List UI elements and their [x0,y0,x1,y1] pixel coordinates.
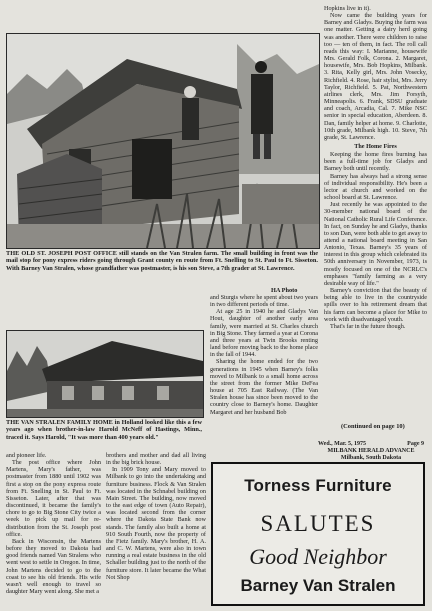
middle-upper-text [210,294,318,437]
paragraph: The post office where John Martens, Mary's father, was postmaster from 1880 until 1902 was first a stop on the pony express route from Ft. Snelling in St. Paul to Ft. Sisseton. Later, after that was discontinued, it became the family's chore to go to Big Stone City twice a week to pick up mail for re-distribution from the St. Joseph post office. [6,459,101,538]
ad-honoree-name: Barney Van Stralen [240,576,396,595]
paragraph: and Sturgis where he spent about two years in two different periods of time. [210,294,318,309]
paragraph: That's far in the future though. [330,322,406,330]
right-column-text [324,5,427,411]
newspaper-place: Milbank, South Dakota [340,454,402,461]
page-number: Page 9 [407,441,424,447]
paragraph: Sharing the home ended for the two generations in 1945 when Barney's folks moved to Milbank to a small home across the street from the former Mike DeFea house at 705 East Railway. (The Van Stralen house has since been moved to the country close to Barney's home. Daughter Margaret and her husband Bob [210,358,318,416]
paragraph: and pioneer life. [6,452,47,459]
family-home-caption: THE VAN STRALEN FAMILY HOME in Holland looked like this a few years ago when brother-in-law Harold McNeff of Hastings, Minn., traced it. Says Harold, "It was more than 400 years old." [6,419,202,441]
paragraph: Back in Wisconsin, the Martens before they moved to Dakota had good friends named Van Stralens who went west to settle in Oregon. In time, John Martens decided to go to the coast to see his old friends. His wife wasn't well enough to travel so daughter Mary went along. She met a [6,537,101,595]
paragraph: Hopkins live in it). [324,5,371,12]
paragraph: Just recently he was appointed to the 30-member national board of the National Catholic Rural Life Conference. In fact, on Sunday he and Gladys, thanks to son Dan, were both able to get away to attend a national board meeting in San Antonio, Texas. Barney's 35 years of interest in this group which celebrated its 50th anniversary in November, 1973, is mostly focused on one of the NCRLC's emphases "family farming as a very desirable way of life." [324,201,427,287]
dateline [318,441,424,461]
torness-furniture-ad [211,462,425,606]
middle-lower-text [106,452,206,610]
post-office-caption: THE OLD ST. JOSEPH POST OFFICE still stands on the Van Stralen farm. The small building in front was the mail stop for pony express riders going through Grant county en route from Ft. Snelling to St. Paul to Ft. Sisseton. With Barney Van Stralen, whose grandfather was postmaster, is his son Steve, a 7th grader at St. Lawrence. [6,250,318,272]
paragraph: Barney's conviction that the beauty of being able to live in the countryside spills over to his retirement dream that his farm can become a place for Mike to work with disadvantaged youth. [324,287,427,323]
post-office-photo [6,33,320,249]
ad-salutes: SALUTES [260,511,376,536]
subhead: The Home Fires [354,142,397,150]
continued-note: (Continued on page 10) [341,423,405,430]
left-column-text [6,452,101,610]
paragraph: Keeping the home fires burning has been a full-time job for Gladys and Barney both until recently. [324,151,427,173]
paragraph: Now came the building years for Barney and Gladys. Buying the farm was one matter. Getting a dairy herd going was another. There were children to raise too — ten of them, in fact. The roll call reads this way: I. Marianne, housewife Mrs. Gerald Folk, Corona. 2. Margaret, housewife, Mrs. Bob Hopkins, Milbank. 3. Rita, Kelly girl, Mrs. John Vosecky, Richfield. 4. Rose, hair stylist, Mrs. Jerry Taylor, Richfield. 5. Pat, Northwestern airlines clerk, Mrs. Jim Forsyth, Minneapolis. 6. Frank, SDSU graduate and coach, Arcadia, Cal. 7. Mike NSC senior in special education, Aberdeen. 8. Dan, family helper at home. 9. Charlotte, 10th grade, Milbank high. 10. Steve, 7th grade, St. Lawrence. [324,12,427,141]
ad-store-name: Torness Furniture [244,476,392,495]
photo-credit: HA Photo [271,287,298,294]
paragraph: At age 25 in 1940 he and Gladys Van Hout, daughter of another early area family, were married at St. Charles church in Big Stone. They farmed a year at Corona and three years at Twin Brooks renting land before moving back to the home place in the fall of 1944. [210,308,318,359]
issue-date: Wed., Mar. 5, 1975 [318,441,366,447]
paragraph: brothers and mother and dad all living in the big brick house. [106,452,206,467]
ad-good-neighbor: Good Neighbor [249,544,387,569]
family-home-photo [6,330,204,418]
newspaper-name: MILBANK HERALD ADVANCE [327,447,415,454]
paragraph: Barney has always had a strong sense of individual responsibility. He's been a lector at church and worked on the school board at St. Lawrence. [324,172,427,202]
paragraph: In 1909 Tony and Mary moved to Milbank to go into the undertaking and furniture business. Flock & Van Stralen was located in the Schnabel building on Main Street. The building, now moved to the east edge of town (Auto Repair), was located second from the corner where the Dakota State Bank now stands. The family also built a home at 910 South Fourth, now the property of the Fietz family. Mary's brother, H. A. and C. W. Martens, were also in town running a real estate business in the old Schaller building just to the north of the furniture store. It later became the What Not Shop [106,466,206,581]
